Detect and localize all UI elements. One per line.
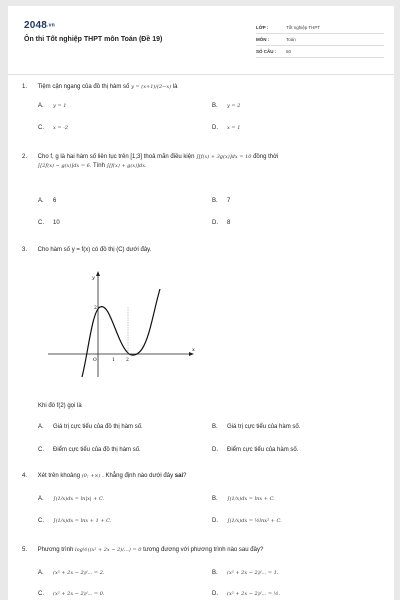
question-text: Tiệm cận ngang của đồ thị hàm số bbox=[37, 84, 130, 90]
question-number: 4. bbox=[22, 473, 28, 479]
question-emphasis: sai bbox=[174, 473, 184, 479]
logo-main: 2048 bbox=[24, 20, 48, 31]
q3-option-a[interactable]: A. Giá trị cực tiểu của đồ thị hàm số. bbox=[38, 424, 143, 430]
q2-option-a[interactable]: A. 6 bbox=[38, 198, 57, 204]
q5-option-d[interactable]: D. (x² + 2x − 2)/… = ½. bbox=[212, 591, 281, 597]
origin-label: O bbox=[93, 358, 97, 363]
y-axis-label: y bbox=[92, 275, 95, 281]
logo-suffix: .vn bbox=[47, 22, 55, 29]
q4-option-a[interactable]: A. ∫(1/x)dx = ln|x| + C. bbox=[38, 496, 105, 502]
question-formula: ∫[f(x) + 3g(x)]dx = 10 bbox=[196, 154, 252, 160]
q1-option-c[interactable]: C. x = -2 bbox=[38, 125, 69, 131]
meta-row-subject bbox=[256, 34, 384, 46]
question-formula: (0; +∞) bbox=[81, 473, 101, 479]
q4-option-b[interactable]: B. ∫(1/x)dx = lnx + C. bbox=[212, 496, 275, 502]
question-text-after: là bbox=[172, 84, 178, 90]
q3-option-c[interactable]: C. Điểm cực tiểu của đồ thị hàm số. bbox=[38, 447, 141, 453]
q1-option-d[interactable]: D. x = 1 bbox=[212, 125, 241, 131]
question-text-2: Tính bbox=[92, 163, 105, 169]
question-3 bbox=[22, 246, 151, 255]
question-text: Cho hàm số y = f(x) có đồ thị (C) dưới đây. bbox=[37, 247, 152, 253]
meta-value: Toán bbox=[286, 37, 296, 42]
question-1 bbox=[22, 83, 177, 92]
q5-option-b[interactable]: B. (x² + 2x − 2)/… = 1. bbox=[212, 570, 279, 576]
exam-meta bbox=[256, 22, 384, 58]
meta-row-count bbox=[256, 46, 384, 58]
question-3-prompt: Khi đó f(2) gọi là bbox=[38, 403, 82, 409]
question-formula: y = (x+1)/(2−x) bbox=[131, 84, 172, 90]
q5-option-c[interactable]: C. (x² + 2x − 2)/… = 0. bbox=[38, 591, 105, 597]
x-tick-1: 1 bbox=[112, 358, 115, 363]
question-5 bbox=[22, 546, 263, 555]
q3-option-b[interactable]: B. Giá trị cực tiểu của hàm số. bbox=[212, 424, 301, 430]
q4-option-c[interactable]: C. ∫(1/x)dx = lnx + 1 + C. bbox=[38, 518, 112, 524]
q5-option-a[interactable]: A. (x² + 2x − 2)/… = 2. bbox=[38, 570, 105, 576]
question-text-after: . Khẳng định nào dưới đây bbox=[102, 473, 174, 479]
question-number: 3. bbox=[22, 247, 28, 253]
question-formula-3: ∫[f(x) + g(x)]dx. bbox=[106, 163, 147, 169]
q2-option-b[interactable]: B. 7 bbox=[212, 198, 231, 204]
x-axis-label: x bbox=[192, 347, 195, 353]
y-tick-2: 2 bbox=[94, 306, 97, 311]
function-graph bbox=[44, 269, 198, 379]
question-text-after: tương đương với phương trình nào sau đây? bbox=[143, 547, 264, 553]
question-2 bbox=[22, 153, 382, 171]
meta-label: LỚP : bbox=[256, 25, 269, 30]
q1-option-a[interactable]: A. y = 1 bbox=[38, 103, 67, 109]
q4-option-d[interactable]: D. ∫(1/x)dx = ½lnx² + C. bbox=[212, 518, 282, 524]
site-logo[interactable] bbox=[24, 20, 55, 31]
meta-row-class bbox=[256, 22, 384, 34]
meta-label: SỐ CÂU : bbox=[256, 49, 277, 54]
x-tick-2: 2 bbox=[126, 358, 129, 363]
question-number: 5. bbox=[22, 547, 28, 553]
meta-value: 50 bbox=[286, 49, 292, 54]
question-text-after: đồng thời bbox=[253, 154, 279, 160]
question-tail: ? bbox=[183, 473, 187, 479]
question-formula-2: ∫[2f(x) − g(x)]dx = 6. bbox=[37, 163, 92, 169]
question-formula: log½((x² + 2x − 2)/…) = 0 bbox=[74, 547, 142, 553]
question-text: Xét trên khoảng bbox=[37, 473, 81, 479]
y-axis-arrow bbox=[96, 271, 100, 276]
question-number: 2. bbox=[22, 154, 28, 160]
q2-option-d[interactable]: D. 8 bbox=[212, 220, 231, 226]
document-page bbox=[8, 6, 394, 600]
header-divider bbox=[8, 74, 394, 75]
question-text: Cho f, g là hai hàm số liên tục trên [1;3] thoả mãn điều kiện bbox=[37, 154, 195, 160]
q1-option-b[interactable]: B. y = 2 bbox=[212, 103, 241, 109]
q2-option-c[interactable]: C. 10 bbox=[38, 220, 60, 226]
q3-option-d[interactable]: D. Điểm cực tiểu của hàm số. bbox=[212, 447, 299, 453]
question-text: Phương trình bbox=[37, 547, 74, 553]
question-number: 1. bbox=[22, 84, 28, 90]
meta-value: Tốt nghiệp THPT bbox=[286, 25, 321, 30]
meta-label: MÔN : bbox=[256, 37, 270, 42]
curve-c bbox=[82, 289, 160, 377]
exam-title: Ôn thi Tốt nghiệp THPT môn Toán (Đề 19) bbox=[24, 36, 163, 43]
question-4 bbox=[22, 472, 186, 481]
